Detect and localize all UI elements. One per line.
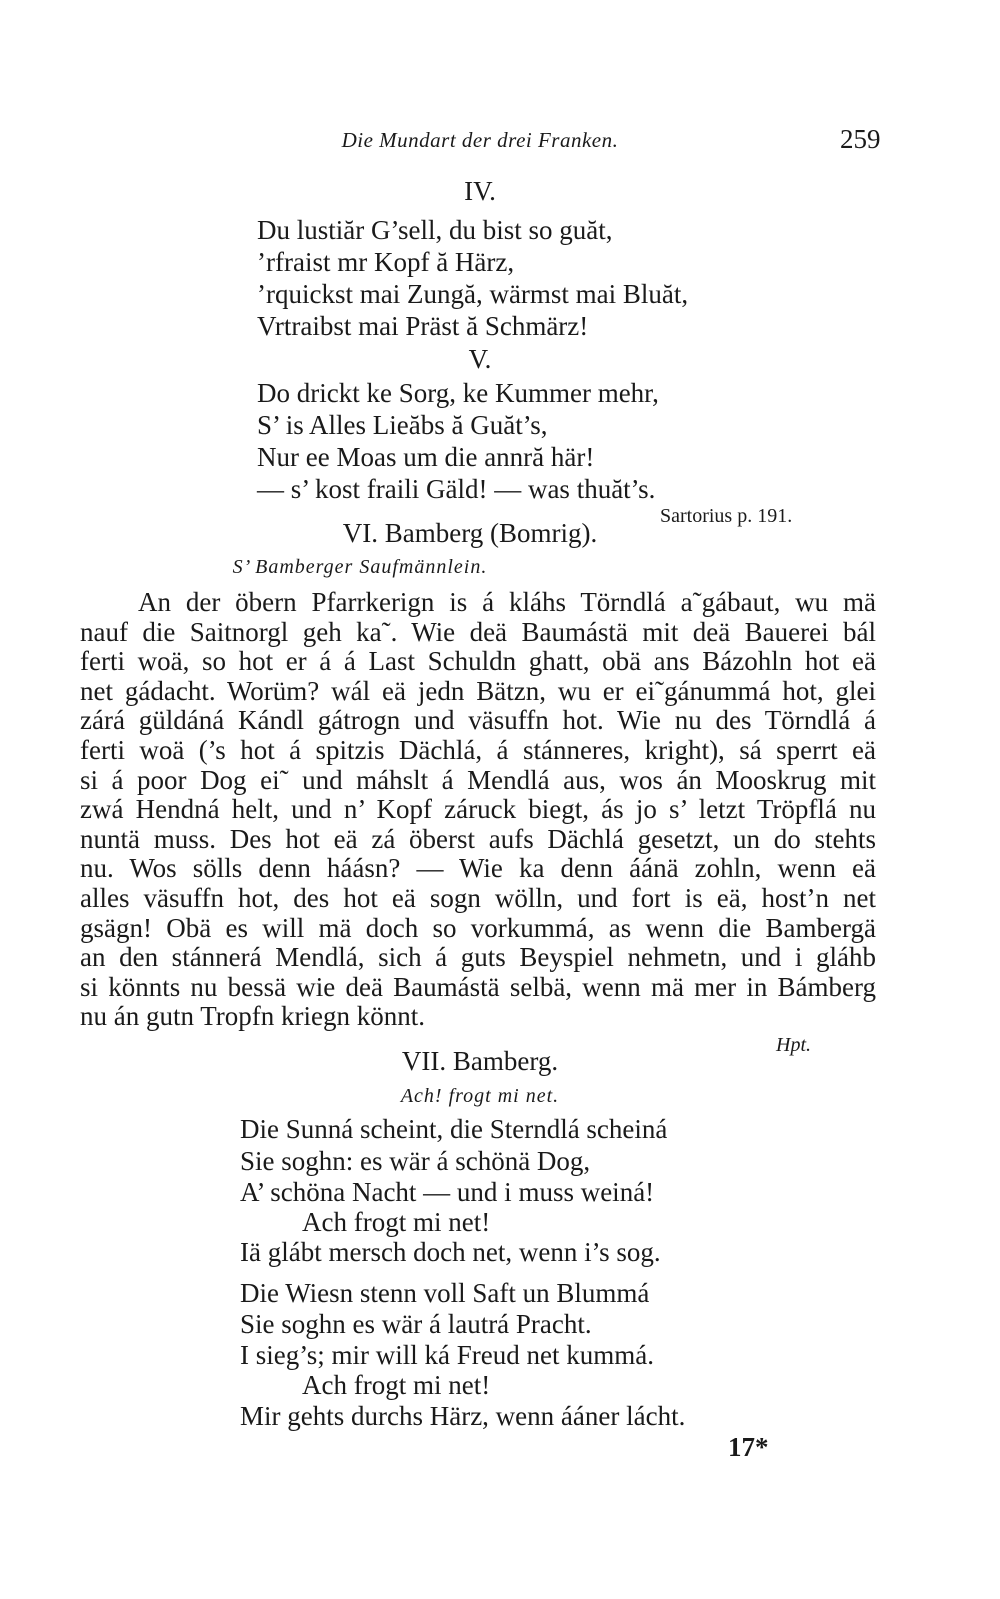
section-vii-heading: VII. Bamberg. [401,1046,559,1076]
section-iv-heading: IV. [464,176,496,206]
verse-line: Du lustiăr G’sell, du bist so guăt, [257,215,613,245]
prose-line: si könnts nu bessä wie deä Baumástä selbä, wenn mä mer in Bámberg [80,971,876,1002]
verse-line: S’ is Alles Lieăbs ă Guăt’s, [257,410,548,440]
verse-line: Die Wiesn stenn voll Saft un Blummá [240,1278,650,1308]
prose-line: net gádacht. Worüm? wál eä jedn Bätzn, wu er ei˜gánummá hot, glei [80,675,876,706]
running-header: Die Mundart der drei Franken. [341,128,619,152]
section-vii-subtitle: Ach! frogt mi net. [400,1085,560,1107]
prose-line: alles väsuffn hot, des hot eä sogn wölln, und fort is eä, host’n net [80,882,876,913]
section-vi-heading: VI. Bamberg (Bomrig). [342,518,598,548]
prose-line: zárá güldáná Kándl gátrogn und väsuffn hot. Wie nu des Törndlá á [80,705,876,736]
verse-line: Vrtraibst mai Präst ă Schmärz! [257,311,589,341]
verse-line: A’ schöna Nacht — und i muss weiná! [240,1177,655,1207]
prose-line: nuntä muss. Des hot eä zá öberst aufs Dächlá gesetzt, un do stehts [80,823,876,854]
prose-line: An der öbern Pfarrkerign is á kláhs Törndlá a˜gábaut, wu mä [138,587,876,617]
prose-line: gsägn! Obä es will mä doch so vorkummá, as wenn die Bambergä [80,912,876,943]
prose-line: si á poor Dog ei˜ und máhslt á Mendlá aus, wos án Mooskrug mit [80,764,876,795]
page-number: 259 [840,124,881,154]
section-v-heading: V. [468,344,492,374]
verse-line: — s’ kost fraili Gäld! — was thuăt’s. [257,474,656,504]
verse-line: Nur ee Moas um die annră här! [257,442,595,472]
prose-line: nu án gutn Tropfn kriegn könnt. [80,1001,426,1032]
verse-line: Ach frogt mi net! [302,1370,491,1400]
prose-line: nauf die Saitnorgl geh ka˜. Wie deä Baumástä mit deä Bauerei bál [80,616,876,647]
section-vi-prose [80,588,876,1032]
author-signature: Hpt. [776,1034,811,1056]
verse-line: Do drickt ke Sorg, ke Kummer mehr, [257,378,659,408]
source-credit: Sartorius p. 191. [660,505,793,527]
prose-line: an den stánnerá Mendlá, sich á guts Beyspiel nehmetn, und i gláhb [80,942,876,973]
prose-line: nu. Wos sölls denn háásn? — Wie ka denn áánä zohln, wenn eä [80,853,876,884]
verse-line: Die Sunná scheint, die Sterndlá scheiná [240,1114,668,1144]
prose-line: ferti woä, so hot er á á Last Schuldn ghatt, obä ans Bázohln hot eä [80,646,876,677]
prose-line: ferti woä (’s hot á spitzis Dächlá, á stánneres, kright), sá sperrt eä [80,734,876,765]
verse-line: I sieg’s; mir will ká Freud net kummá. [240,1340,654,1370]
section-vi-subtitle: S’ Bamberger Saufmännlein. [232,556,488,578]
verse-line: Ach frogt mi net! [302,1207,491,1237]
verse-line: Sie soghn: es wär á schönä Dog, [240,1146,591,1176]
prose-line: zwá Hendná helt, und n’ Kopf záruck biegt, ás jo s’ letzt Tröpflá nu [80,794,876,825]
verse-line: ’rquickst mai Zungă, wärmst mai Bluăt, [257,279,689,309]
verse-line: Iä glábt mersch doch net, wenn i’s sog. [240,1237,661,1267]
verse-line: ’rfraist mr Kopf ă Härz, [257,247,515,277]
signature-mark: 17* [728,1432,769,1462]
verse-line: Mir gehts durchs Härz, wenn ááner lácht. [240,1401,686,1431]
verse-line: Sie soghn es wär á lautrá Pracht. [240,1309,592,1339]
